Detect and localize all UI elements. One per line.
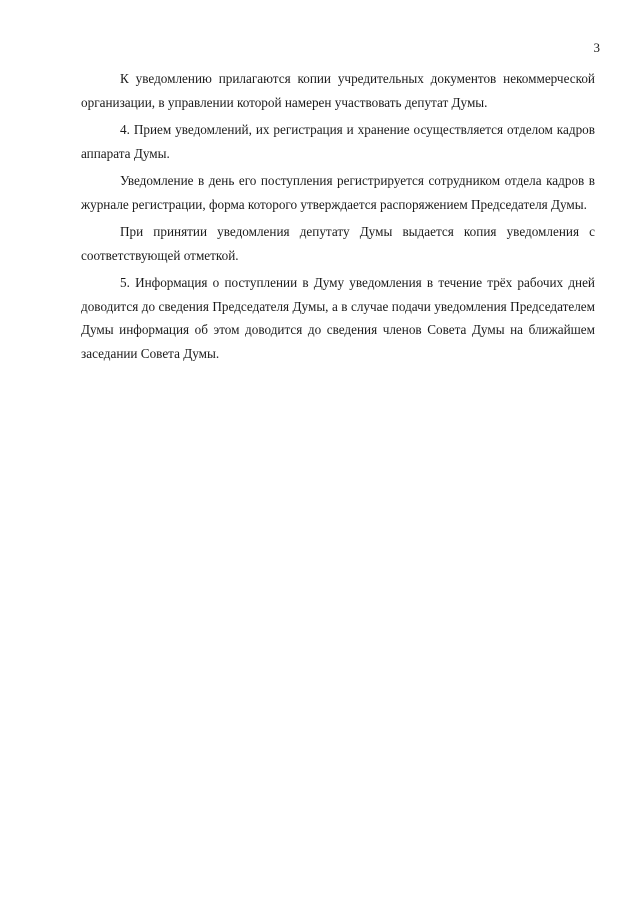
paragraph-registration: Уведомление в день его поступления регистрируется сотрудником отдела кадров в журнале регистрации, форма которого утверждается распоряжением Председателя Думы. [81, 173, 595, 212]
paragraph-copy-issued: При принятии уведомления депутату Думы выдается копия уведомления с соответствующей отметкой. [81, 224, 595, 263]
paragraph-item-5: 5. Информация о поступлении в Думу уведомления в течение трёх рабочих дней доводится до сведения Председателя Думы, а в случае подачи уведомления Председателем Думы информация об этом доводится до сведения членов Совета Думы на ближайшем заседании Совета Думы. [81, 275, 595, 361]
page-number: 3 [593, 40, 600, 55]
paragraph-attachments: К уведомлению прилагаются копии учредительных документов некоммерческой организации, в управлении которой намерен участвовать депутат Думы. [81, 71, 595, 110]
document-body [81, 67, 595, 369]
paragraph-item-4: 4. Прием уведомлений, их регистрация и хранение осуществляется отделом кадров аппарата Думы. [81, 122, 595, 161]
